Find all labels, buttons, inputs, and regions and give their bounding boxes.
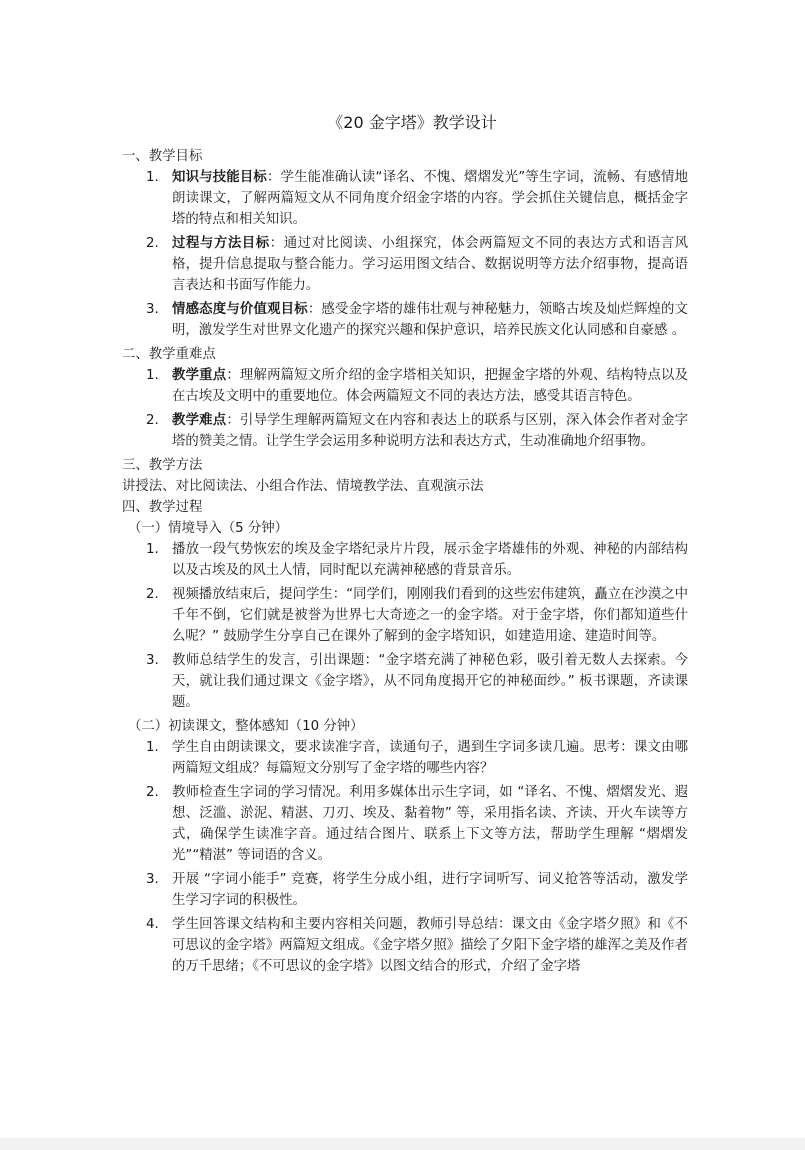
- item-text: 教师检查生字词的学习情况。利用多媒体出示生字词，如 “译名、不愧、熠熠发光、遐想、泛滥、淤泥、精湛、刀刃、埃及、黏着物” 等，采用指名读、齐读、开火车读等方式，确保学生读准字音。通过结合图片、联系上下文等方法，帮助学生理解 “熠熠发光”“精湛” 等词语的含义。: [172, 785, 688, 863]
- item-bold-label: 教学难点: [172, 413, 227, 428]
- item-number: 3.: [146, 653, 159, 668]
- methods-text: 讲授法、对比阅读法、小组合作法、情境教学法、直观演示法: [122, 479, 484, 494]
- item-text: ：感受金字塔的雄伟壮观与神秘魅力，领略古埃及灿烂辉煌的文明，激发学生对世界文化遗产的探究兴趣和保护意识，培养民族文化认同感和自豪感 。: [172, 302, 689, 338]
- list-item: [122, 365, 688, 407]
- list-item: [122, 782, 688, 866]
- item-text: ：引导学生理解两篇短文在内容和表达上的联系与区别，深入体会作者对金字塔的赞美之情。让学生学会运用多种说明方法和表达方式，生动准确地介绍事物。: [172, 413, 689, 449]
- item-text: ：学生能准确认读“译名、不愧、熠熠发光”等生字词，流畅、有感情地朗读课文，了解两篇短文从不同角度介绍金字塔的内容。学会抓住关键信息，概括金字塔的特点和相关知识。: [172, 170, 689, 227]
- item-text: 学生自由朗读课文，要求读准字音，读通句子，遇到生字词多读几遍。思考：课文由哪两篇短文组成？每篇短文分别写了金字塔的哪些内容？: [172, 740, 688, 776]
- item-number: 1.: [146, 740, 159, 755]
- item-number: 2.: [146, 587, 159, 602]
- section-heading-process: 四、教学过程: [122, 500, 203, 515]
- item-number: 3.: [146, 302, 159, 317]
- intro-steps-list: [122, 539, 688, 713]
- item-text: 播放一段气势恢宏的埃及金字塔纪录片片段，展示金字塔雄伟的外观、神秘的内部结构以及古埃及的风土人情，同时配以充满神秘感的背景音乐。: [172, 542, 688, 578]
- item-bold-label: 教学重点: [172, 368, 227, 383]
- item-number: 2.: [146, 785, 159, 800]
- section-heading-methods: 三、教学方法: [122, 458, 203, 473]
- item-text: 教师总结学生的发言，引出课题：“金字塔充满了神秘色彩，吸引着无数人去探索。今天，就让我们通过课文《金字塔》，从不同角度揭开它的神秘面纱。” 板书课题，齐读课题。: [172, 653, 688, 710]
- document-title: 《20 金字塔》教学设计: [327, 113, 497, 132]
- list-item: [122, 233, 688, 296]
- list-item: [122, 737, 688, 779]
- list-item: [122, 410, 688, 452]
- item-text: 学生回答课文结构和主要内容相关问题，教师引导总结：课文由《金字塔夕照》和《不可思议的金字塔》两篇短文组成。《金字塔夕照》描绘了夕阳下金字塔的雄浑之美及作者的万千思绪；《不可思议的金字塔》以图文结合的形式，介绍了金字塔: [172, 917, 688, 974]
- item-bold-label: 过程与方法目标: [172, 236, 270, 251]
- item-text: ：理解两篇短文所介绍的金字塔相关知识，把握金字塔的外观、结构特点以及在古埃及文明中的重要地位。体会两篇短文不同的表达方法，感受其语言特色。: [172, 368, 689, 404]
- item-text: 视频播放结束后，提问学生：“同学们，刚刚我们看到的这些宏伟建筑，矗立在沙漠之中千年不倒，它们就是被誉为世界七大奇迹之一的金字塔。对于金字塔，你们都知道些什么呢？” 鼓励学生分享自己在课外了解到的金字塔知识，如建造用途、建造时间等。: [172, 587, 688, 644]
- document-page: [122, 112, 688, 980]
- subsection-heading-intro: （一）情境导入（5 分钟）: [128, 521, 289, 536]
- list-item: [122, 539, 688, 581]
- page-bottom-strip: [0, 1138, 805, 1150]
- section-heading-key-points: 二、教学重难点: [122, 347, 216, 362]
- key-points-list: [122, 365, 688, 452]
- objectives-list: [122, 167, 688, 341]
- item-bold-label: 情感态度与价值观目标: [172, 302, 308, 317]
- list-item: [122, 869, 688, 911]
- item-number: 2.: [146, 236, 159, 251]
- list-item: [122, 299, 688, 341]
- item-text: 开展 “字词小能手” 竞赛，将学生分成小组，进行字词听写、词义抢答等活动，激发学生学习字词的积极性。: [172, 872, 688, 908]
- item-number: 1.: [146, 368, 159, 383]
- item-number: 1.: [146, 170, 159, 185]
- item-text: ：通过对比阅读、小组探究，体会两篇短文不同的表达方式和语言风格，提升信息提取与整合能力。学习运用图文结合、数据说明等方法介绍事物，提高语言表达和书面写作能力。: [172, 236, 689, 293]
- list-item: [122, 167, 688, 230]
- item-number: 1.: [146, 542, 159, 557]
- list-item: [122, 650, 688, 713]
- item-number: 2.: [146, 413, 159, 428]
- item-number: 3.: [146, 872, 159, 887]
- list-item: [122, 914, 688, 977]
- item-number: 4.: [146, 917, 159, 932]
- subsection-heading-first-reading: （二）初读课文，整体感知（10 分钟）: [128, 719, 364, 734]
- reading-steps-list: [122, 737, 688, 977]
- item-bold-label: 知识与技能目标: [172, 170, 267, 185]
- list-item: [122, 584, 688, 647]
- section-heading-objectives: 一、教学目标: [122, 149, 203, 164]
